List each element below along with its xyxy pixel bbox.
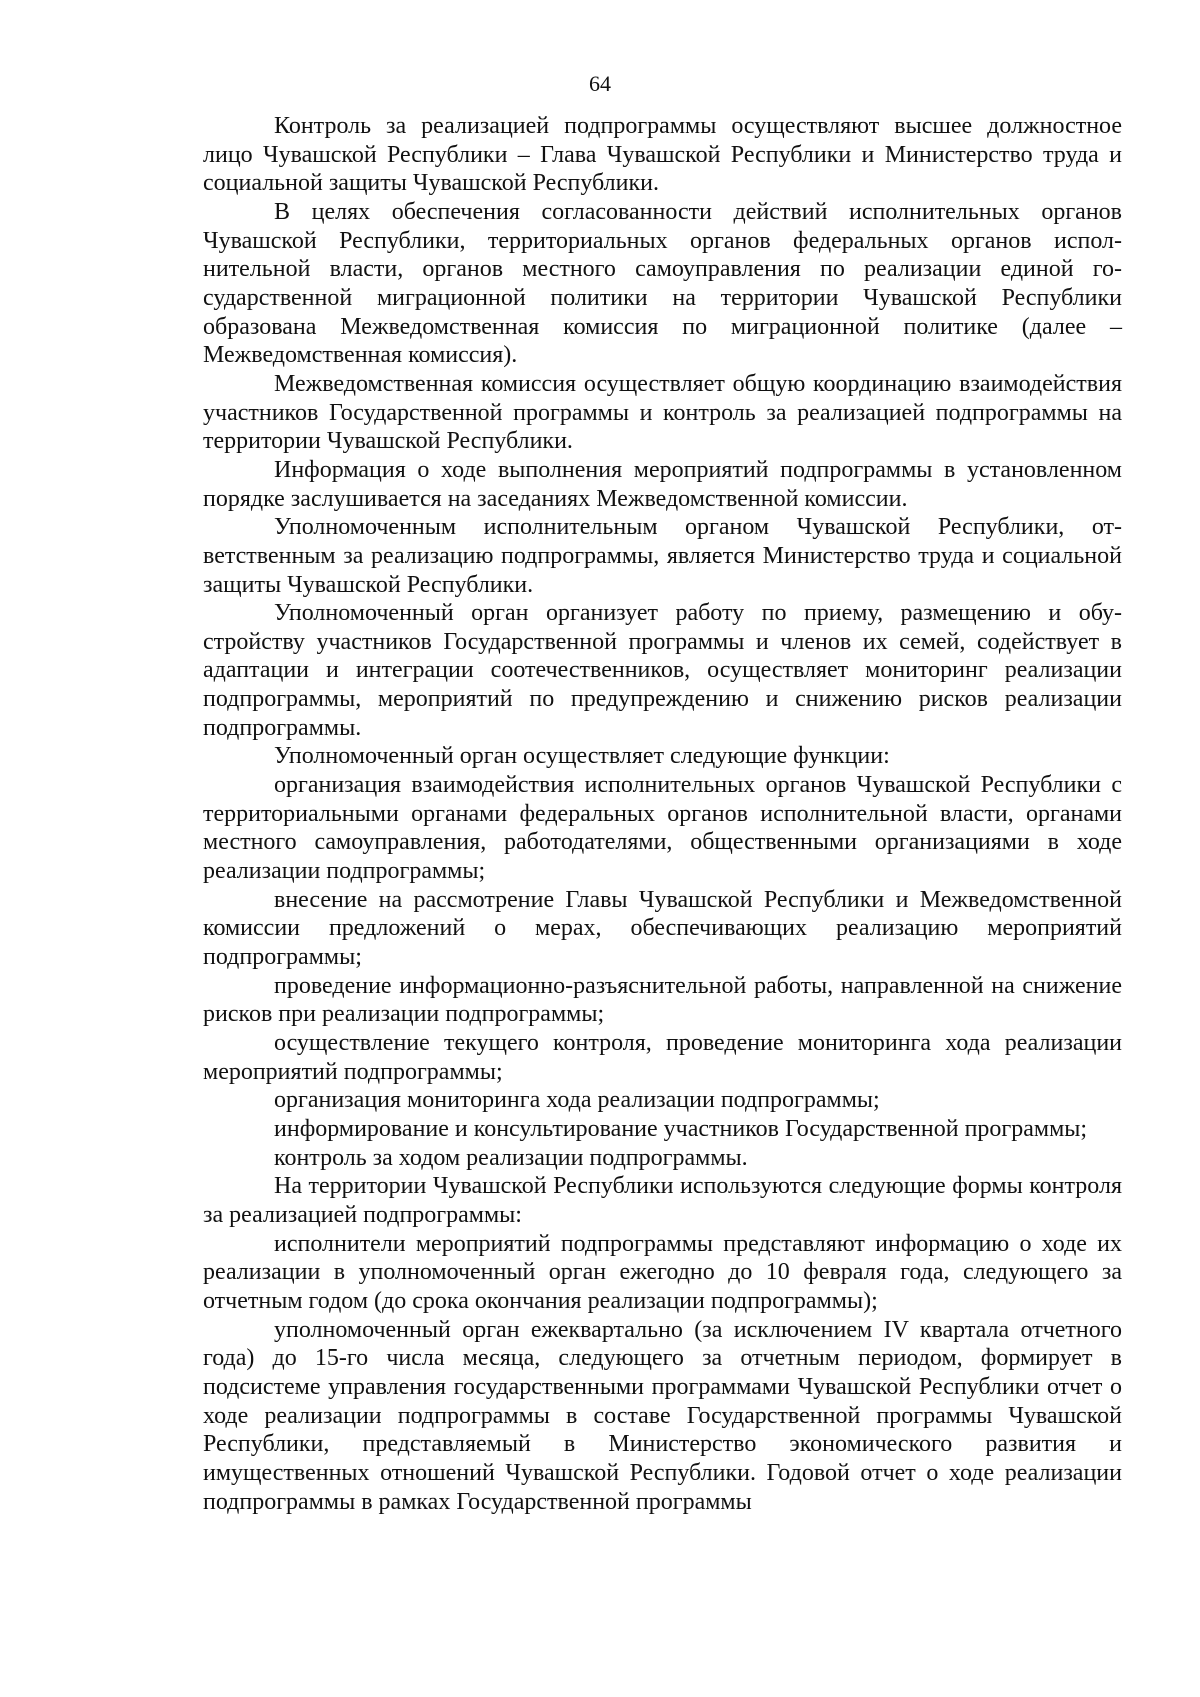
paragraph-control-forms-intro: На территории Чувашской Республики используются следующие формы контроля за реализацией подпрограммы:	[203, 1173, 1122, 1228]
control-form-item: уполномоченный орган ежеквартально (за исключением IV квартала отчетного года) до 15-го числа месяца, следующего за отчетным периодом, формирует в подсистеме управления государственными программами Чувашской Республики отчет о ходе реализации подпрограммы в составе Государственной программы Чувашской Республики, представляемый в Министерство экономического развития и имущественных отношений Чувашской Республики. Годовой отчет о ходе реализации подпрограммы в рамках Государственной программы	[203, 1316, 1122, 1515]
function-item: контроль за ходом реализации подпрограммы.	[274, 1144, 748, 1171]
paragraph-authorized-body: Уполномоченным исполнительным органом Чувашской Республики, ответственным за реализацию подпрограммы, является Министерство труда и социальной защиты Чувашской Республики.	[203, 514, 1122, 598]
function-item: организация мониторинга хода реализации подпрограммы;	[274, 1087, 880, 1114]
function-item: организация взаимодействия исполнительных органов Чувашской Республики с территориальными органами федеральных органов исполнительной власти, органами местного самоуправления, работодателями, общественными организациями в ходе реализации подпрограммы;	[203, 772, 1122, 885]
paragraph-commission-role: Межведомственная комиссия осуществляет общую координацию взаимодействия участников Государственной программы и контроль за реализацией подпрограммы на территории Чувашской Республики.	[203, 370, 1122, 455]
paragraph-coordination-purpose: В целях обеспечения согласованности действий исполнительных органов Чувашской Республики, территориальных органов федеральных органов исполнительной власти, органов местного самоуправления по реализации единой государственной миграционной политики на территории Чувашской Республики образована Межведомственная комиссия по миграционной политике (далее – Межведомственная комиссия).	[203, 198, 1122, 369]
page-number: 64	[589, 71, 611, 96]
function-item: внесение на рассмотрение Главы Чувашской Республики и Межведомственной комиссии предложений о мерах, обеспечивающих реализацию мероприятий подпрограммы;	[203, 886, 1122, 971]
paragraph-control: Контроль за реализацией подпрограммы осуществляют высшее должностное лицо Чувашской Республики – Глава Чувашской Республики и Министерство труда и социальной защиты Чувашской Республики.	[203, 113, 1122, 197]
paragraph-authorized-body-work: Уполномоченный орган организует работу по приему, размещению и обустройству участников Государственной программы и членов их семей, содействует в адаптации и интеграции соотечественников, осуществляет мониторинг реализации подпрограммы, мероприятий по предупреждению и снижению рисков реализации подпрограммы.	[203, 600, 1122, 741]
control-form-item: исполнители мероприятий подпрограммы представляют информацию о ходе их реализации в уполномоченный орган ежегодно до 10 февраля года, следующего за отчетным годом (до срока окончания реализации подпрограммы);	[203, 1230, 1122, 1314]
body-text	[203, 112, 1122, 1516]
function-item: информирование и консультирование участников Государственной программы;	[274, 1115, 1088, 1142]
function-item: осуществление текущего контроля, проведение мониторинга хода реализации мероприятий подпрограммы;	[203, 1030, 1122, 1085]
paragraph-functions-intro: Уполномоченный орган осуществляет следующие функции:	[274, 743, 890, 770]
paragraph-progress-info: Информация о ходе выполнения мероприятий подпрограммы в установленном порядке заслушивается на заседаниях Межведомственной комиссии.	[203, 456, 1122, 512]
function-item: проведение информационно-разъяснительной работы, направленной на снижение рисков при реализации подпрограммы;	[203, 972, 1122, 1028]
